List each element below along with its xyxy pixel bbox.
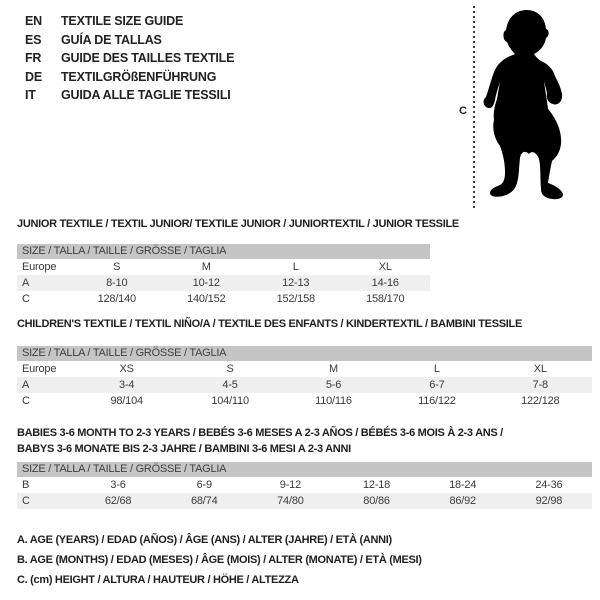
- size-value-cell: M: [201, 261, 211, 273]
- legend-note-line: B. AGE (MONTHS) / EDAD (MESES) / ÂGE (MOIS) / ALTER (MONATE) / ETÀ (MESI): [17, 554, 422, 566]
- size-value-cell: 18-24: [449, 479, 477, 491]
- size-value-cell: 68/74: [190, 495, 218, 507]
- legend-note-line: C. (cm) HEIGHT / ALTURA / HAUTEUR / HÖHE / ALTEZZA: [17, 574, 299, 586]
- size-value-cell: 152/158: [276, 293, 315, 305]
- size-header-bar: SIZE / TALLA / TAILLE / GRÖSSE / TAGLIA: [17, 346, 592, 361]
- size-value-cell: 6-9: [196, 479, 212, 491]
- size-value-cell: 86/92: [449, 495, 476, 507]
- size-section-junior: [17, 216, 459, 307]
- size-value-cell: 98/104: [110, 395, 143, 407]
- size-value-cell: 10-12: [192, 277, 220, 289]
- size-value-cell: 12-13: [282, 277, 310, 289]
- language-row-fr: [25, 49, 234, 68]
- row-label: C: [22, 495, 30, 507]
- size-value-cell: 7-8: [532, 379, 548, 391]
- size-value-cell: XL: [533, 363, 547, 375]
- size-value-cell: 104/110: [211, 395, 249, 407]
- section-title-line: BABYS 3-6 MONATE BIS 2-3 JAHRE / BAMBINI 3-6 MESI A 2-3 ANNI: [17, 443, 351, 455]
- language-row-it: [25, 86, 234, 105]
- row-label: A: [22, 277, 30, 289]
- legend-note-line: A. AGE (YEARS) / EDAD (AÑOS) / ÂGE (ANS) / ALTER (JAHRE) / ETÀ (ANNI): [17, 534, 392, 546]
- language-list: [25, 12, 234, 105]
- size-value-cell: M: [328, 363, 338, 375]
- height-dotted-line: [473, 6, 475, 208]
- language-title: GUÍA DE TALLAS: [61, 32, 162, 47]
- size-value-cell: 9-12: [279, 479, 301, 491]
- size-value-cell: 4-5: [222, 379, 238, 391]
- table-row: [17, 275, 430, 291]
- size-header-bar: SIZE / TALLA / TAILLE / GRÖSSE / TAGLIA: [17, 462, 592, 477]
- baby-silhouette-icon: [482, 6, 572, 202]
- language-row-es: [25, 31, 234, 50]
- language-code: FR: [25, 51, 42, 66]
- size-value-cell: 122/128: [521, 395, 560, 407]
- row-label: C: [22, 293, 30, 305]
- size-value-cell: 92/98: [535, 495, 563, 507]
- section-title-line: BABIES 3-6 MONTH TO 2-3 YEARS / BEBÉS 3-6 MESES A 2-3 AÑOS / BÉBÉS 3-6 MOIS À 2-3 ANS /: [17, 427, 503, 439]
- size-value-cell: 62/68: [104, 495, 132, 507]
- size-value-cell: L: [433, 363, 440, 375]
- size-value-cell: 80/86: [363, 495, 390, 507]
- size-value-cell: 140/152: [187, 293, 226, 305]
- language-title: GUIDA ALLE TAGLIE TESSILI: [61, 88, 231, 103]
- size-header-bar: SIZE / TALLA / TAILLE / GRÖSSE / TAGLIA: [17, 244, 430, 259]
- size-table: [17, 361, 592, 409]
- size-section-children: [17, 316, 592, 409]
- table-row: [17, 493, 592, 509]
- size-value-cell: 74/80: [277, 495, 304, 507]
- language-title: TEXTILGRÖßENFÜHRUNG: [61, 69, 217, 84]
- language-title: TEXTILE SIZE GUIDE: [61, 14, 184, 29]
- row-label: Europe: [22, 261, 57, 273]
- size-section-babies: [17, 425, 592, 509]
- size-value-cell: 110/116: [315, 395, 352, 407]
- language-row-en: [25, 12, 234, 31]
- section-title: [17, 216, 459, 232]
- size-value-cell: 128/140: [97, 293, 136, 305]
- table-row: [17, 291, 430, 307]
- row-label: C: [22, 395, 30, 407]
- section-title: [17, 316, 592, 332]
- table-row: [17, 393, 592, 409]
- section-title: [17, 425, 592, 457]
- size-table: [17, 477, 592, 509]
- row-label: A: [22, 379, 30, 391]
- section-title-line: JUNIOR TEXTILE / TEXTIL JUNIOR/ TEXTILE JUNIOR / JUNIORTEXTIL / JUNIOR TESSILE: [17, 218, 459, 230]
- row-label: Europe: [22, 363, 57, 375]
- size-value-cell: 6-7: [429, 379, 445, 391]
- language-row-de: [25, 68, 234, 87]
- table-row: [17, 361, 592, 377]
- table-row: [17, 477, 592, 493]
- size-value-cell: S: [113, 261, 121, 273]
- size-value-cell: 8-10: [106, 277, 128, 289]
- language-code: EN: [25, 14, 42, 29]
- size-table: [17, 259, 430, 307]
- size-value-cell: 24-36: [535, 479, 563, 491]
- section-title-line: CHILDREN'S TEXTILE / TEXTIL NIÑO/A / TEXTILE DES ENFANTS / KINDERTEXTIL / BAMBINI TESSILE: [17, 318, 522, 330]
- language-code: DE: [25, 69, 42, 84]
- size-value-cell: 158/170: [366, 293, 405, 305]
- height-measure-figure: [452, 4, 597, 214]
- size-value-cell: XL: [378, 261, 392, 273]
- size-value-cell: 14-16: [371, 277, 399, 289]
- size-value-cell: 3-4: [119, 379, 135, 391]
- size-value-cell: S: [226, 363, 234, 375]
- size-value-cell: 5-6: [325, 379, 342, 391]
- row-label: B: [22, 479, 30, 491]
- legend-notes: [17, 530, 422, 590]
- language-code: ES: [25, 32, 42, 47]
- language-code: IT: [25, 88, 36, 103]
- size-value-cell: 116/122: [418, 395, 456, 407]
- size-value-cell: L: [292, 261, 299, 273]
- size-value-cell: 3-6: [110, 479, 126, 491]
- height-c-label: C: [459, 105, 467, 117]
- language-title: GUIDE DES TAILLES TEXTILE: [61, 51, 235, 66]
- size-value-cell: 12-18: [362, 479, 391, 491]
- table-row: [17, 259, 430, 275]
- table-row: [17, 377, 592, 393]
- size-value-cell: XS: [119, 363, 134, 375]
